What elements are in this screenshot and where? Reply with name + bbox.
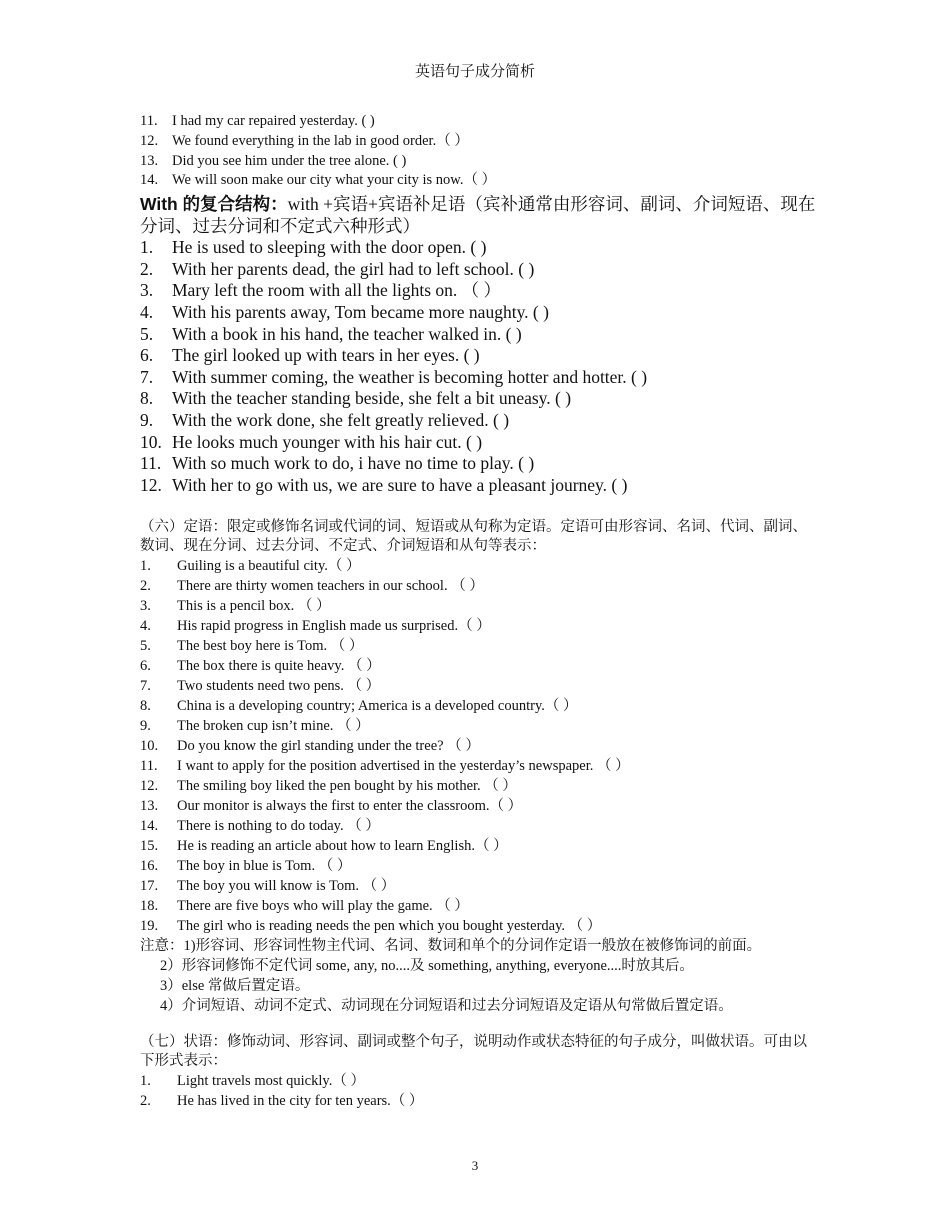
item-text: With the teacher standing beside, she felt a bit uneasy. ( ) — [172, 388, 572, 409]
item-text: China is a developing country; America is a developed country.（ ） — [177, 698, 578, 715]
item-number: 11. — [140, 453, 162, 474]
item-number: 1. — [140, 1073, 151, 1090]
list-item — [140, 656, 820, 676]
item-text: The boy you will know is Tom. （ ） — [177, 878, 396, 895]
item-number: 19. — [140, 918, 159, 935]
list-item — [140, 616, 820, 636]
list-item — [140, 556, 820, 576]
item-number: 17. — [140, 878, 159, 895]
item-text: He looks much younger with his hair cut. ( ) — [172, 431, 483, 452]
list-item — [140, 816, 820, 836]
item-number: 11. — [140, 758, 158, 775]
list-item — [140, 736, 820, 756]
item-number: 7. — [140, 678, 151, 695]
item-number: 12. — [140, 778, 159, 795]
note-line: 2）形容词修饰不定代词 some, any, no....及 something, anything, everyone....时放其后。 — [160, 958, 694, 975]
item-number: 13. — [140, 798, 159, 815]
item-text: I want to apply for the position advertised in the yesterday’s newspaper. （ ） — [177, 758, 630, 775]
section-top-list — [140, 112, 820, 191]
item-number: 1. — [140, 558, 151, 575]
item-number: 9. — [140, 718, 151, 735]
list-item — [140, 716, 820, 736]
page-number: 3 — [471, 1158, 479, 1173]
item-number: 4. — [140, 301, 154, 322]
item-number: 8. — [140, 698, 151, 715]
list-item — [140, 636, 820, 656]
list-item — [140, 237, 820, 259]
item-number: 3. — [140, 280, 154, 301]
section-with-list — [140, 237, 820, 496]
section-6-notes — [140, 936, 820, 1016]
list-item — [140, 576, 820, 596]
list-item — [140, 367, 820, 389]
page-header: 英语句子成分简析 — [414, 64, 535, 80]
item-text: Two students need two pens. （ ） — [177, 678, 381, 695]
list-item — [140, 696, 820, 716]
list-item — [140, 596, 820, 616]
item-text: Did you see him under the tree alone. ( ) — [172, 152, 407, 169]
note-line: 3）else 常做后置定语。 — [160, 978, 310, 995]
section-6-list — [140, 556, 820, 936]
list-item — [140, 388, 820, 410]
list-item — [140, 132, 820, 152]
with-heading-bold: With 的复合结构： — [140, 194, 288, 215]
item-number: 16. — [140, 858, 159, 875]
item-text: The boy in blue is Tom. （ ） — [177, 858, 352, 875]
item-text: The girl looked up with tears in her eyes. ( ) — [172, 345, 480, 366]
item-text: His rapid progress in English made us surprised.（ ） — [177, 618, 491, 635]
list-item — [140, 345, 820, 367]
list-item — [140, 410, 820, 432]
item-text: With his parents away, Tom became more naughty. ( ) — [172, 301, 549, 322]
item-text: The smiling boy liked the pen bought by his mother. （ ） — [177, 778, 517, 795]
item-number: 2. — [140, 578, 151, 595]
with-heading-text: with +宾语+宾语补足语（宾补通常由形容词、副词、介词短语、现在分词、过去分词和不定式六种形式） — [140, 194, 816, 237]
item-number: 14. — [140, 818, 159, 835]
item-text: With summer coming, the weather is becoming hotter and hotter. ( ) — [172, 366, 648, 387]
item-number: 8. — [140, 388, 154, 409]
item-number: 6. — [140, 658, 151, 675]
list-item — [140, 676, 820, 696]
list-item — [140, 171, 820, 191]
list-item — [140, 302, 820, 324]
list-item — [140, 916, 820, 936]
list-item — [140, 453, 820, 475]
item-text: Our monitor is always the first to enter the classroom.（ ） — [177, 798, 523, 815]
note-line: 4）介词短语、动词不定式、动词现在分词短语和过去分词短语及定语从句常做后置定语。 — [160, 998, 733, 1015]
item-number: 14. — [140, 172, 159, 189]
list-item — [140, 756, 820, 776]
item-text: With the work done, she felt greatly relieved. ( ) — [172, 409, 510, 430]
list-item — [140, 896, 820, 916]
item-number: 15. — [140, 838, 159, 855]
item-text: This is a pencil box. （ ） — [177, 598, 331, 615]
item-text: There are thirty women teachers in our school. （ ） — [177, 578, 484, 595]
item-text: The best boy here is Tom. （ ） — [177, 638, 364, 655]
list-item — [140, 1091, 820, 1111]
section-7-intro: （七）状语：修饰动词、形容词、副词或整个句子，说明动作或状态特征的句子成分，叫做状语。可由以下形式表示： — [140, 1034, 807, 1070]
list-item — [140, 152, 820, 172]
item-text: With a book in his hand, the teacher walked in. ( ) — [172, 323, 522, 344]
item-text: Do you know the girl standing under the tree? （ ） — [177, 738, 480, 755]
item-text: There is nothing to do today. （ ） — [177, 818, 380, 835]
list-item — [140, 432, 820, 454]
item-text: Mary left the room with all the lights on. （ ） — [172, 280, 502, 301]
item-number: 11. — [140, 113, 158, 129]
item-number: 2. — [140, 1093, 151, 1110]
document-body — [140, 112, 820, 1111]
item-text: He is reading an article about how to learn English.（ ） — [177, 838, 508, 855]
note-line: 注意：1)形容词、形容词性物主代词、名词、数词和单个的分词作定语一般放在被修饰词的前面。 — [140, 938, 762, 955]
item-number: 5. — [140, 323, 154, 344]
list-item — [140, 876, 820, 896]
list-item — [140, 112, 820, 132]
item-text: With so much work to do, i have no time to play. ( ) — [172, 453, 535, 474]
item-number: 12. — [140, 474, 162, 495]
list-item — [140, 475, 820, 497]
item-number: 9. — [140, 409, 154, 430]
item-number: 4. — [140, 618, 151, 635]
item-text: With her to go with us, we are sure to have a pleasant journey. ( ) — [172, 474, 628, 495]
item-text: The girl who is reading needs the pen which you bought yesterday. （ ） — [177, 918, 602, 935]
item-number: 7. — [140, 366, 154, 387]
item-text: With her parents dead, the girl had to left school. ( ) — [172, 258, 535, 279]
list-item — [140, 796, 820, 816]
section-7-list — [140, 1071, 820, 1111]
item-number: 10. — [140, 738, 159, 755]
item-number: 18. — [140, 898, 159, 915]
item-text: Light travels most quickly.（ ） — [177, 1073, 365, 1090]
item-text: There are five boys who will play the game. （ ） — [177, 898, 469, 915]
item-text: We will soon make our city what your city is now.（ ） — [172, 172, 497, 189]
item-number: 6. — [140, 345, 154, 366]
with-structure-heading — [140, 193, 820, 237]
section-6-intro: （六）定语：限定或修饰名词或代词的词、短语或从句称为定语。定语可由形容词、名词、代词、副词、数词、现在分词、过去分词、不定式、介词短语和从句等表示： — [140, 519, 807, 555]
list-item — [140, 259, 820, 281]
list-item — [140, 324, 820, 346]
item-text: We found everything in the lab in good order.（ ） — [172, 132, 469, 149]
item-number: 3. — [140, 598, 151, 615]
item-text: He is used to sleeping with the door open. ( ) — [172, 237, 487, 258]
item-number: 10. — [140, 431, 162, 452]
list-item — [140, 776, 820, 796]
list-item — [140, 280, 820, 302]
item-text: The broken cup isn’t mine. （ ） — [177, 718, 370, 735]
item-number: 1. — [140, 237, 154, 258]
item-text: The box there is quite heavy. （ ） — [177, 658, 381, 675]
item-number: 2. — [140, 258, 154, 279]
item-number: 5. — [140, 638, 151, 655]
item-text: Guiling is a beautiful city.（ ） — [177, 558, 361, 575]
item-number: 13. — [140, 152, 159, 169]
item-text: He has lived in the city for ten years.（ ） — [177, 1093, 424, 1110]
item-number: 12. — [140, 132, 159, 149]
list-item — [140, 836, 820, 856]
item-text: I had my car repaired yesterday. ( ) — [172, 113, 375, 129]
list-item — [140, 1071, 820, 1091]
list-item — [140, 856, 820, 876]
